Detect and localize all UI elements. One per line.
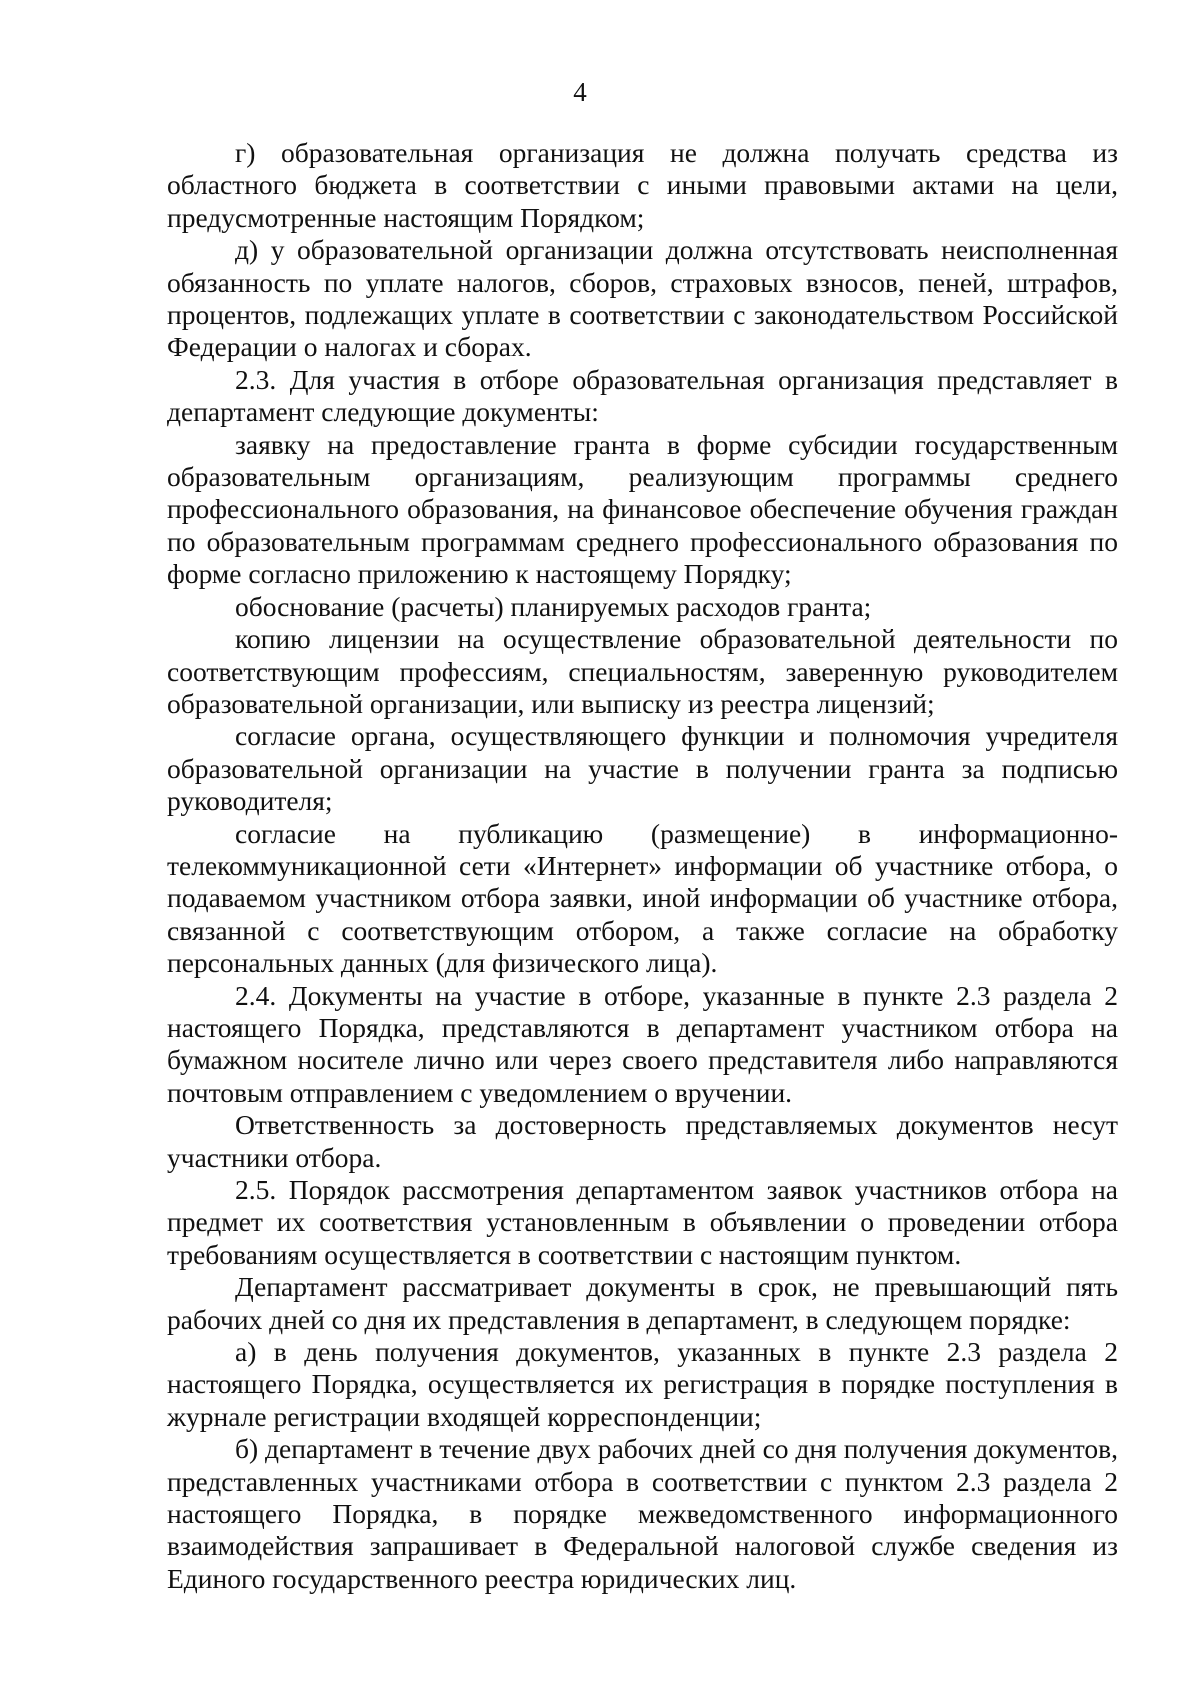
paragraph-review-terms: Департамент рассматривает документы в срок, не превышающий пять рабочих дней со дня их представления в департамент, в следующем порядке: [167, 1271, 1118, 1335]
paragraph-publication-consent-item: согласие на публикацию (размещение) в информационно-телекоммуникационной сети «Интернет» информации об участнике отбора, о подаваемом участником отбора заявки, иной информации об участнике отбора, связанной с соответствующим отбором, а также согласие на обработку персональных данных (для физического лица). [167, 817, 1118, 979]
paragraph-justification-item: обоснование (расчеты) планируемых расходов гранта; [235, 590, 872, 622]
paragraph-clause-2-5: 2.5. Порядок рассмотрения департаментом заявок участников отбора на предмет их соответствия установленным в объявлении о проведении отбора требованиям осуществляется в соответствии с настоящим пунктом. [167, 1174, 1118, 1270]
paragraph-clause-2-3: 2.3. Для участия в отборе образовательная организация представляет в департамент следующие документы: [167, 363, 1118, 428]
page-number: 4 [573, 77, 587, 107]
paragraph-responsibility: Ответственность за достоверность представляемых документов несут участники отбора. [167, 1109, 1118, 1173]
paragraph-subitem-g: г) образовательная организация не должна получать средства из областного бюджета в соответствии с иными правовыми актами на цели, предусмотренные настоящим Порядком; [167, 137, 1118, 233]
paragraph-subitem-a: а) в день получения документов, указанных в пункте 2.3 раздела 2 настоящего Порядка, осуществляется их регистрация в порядке поступления в журнале регистрации входящей корреспонденции; [167, 1336, 1118, 1432]
paragraph-subitem-b: б) департамент в течение двух рабочих дней со дня получения документов, представленных участниками отбора в соответствии с пунктом 2.3 раздела 2 настоящего Порядка, в порядке межведомственного информационного взаимодействия запрашивает в Федеральной налоговой службе сведения из Единого государственного реестра юридических лиц. [167, 1433, 1118, 1594]
document-body [167, 137, 1118, 1595]
paragraph-application-item: заявку на предоставление гранта в форме субсидии государственным образовательным организациям, реализующим программы среднего профессионального образования, на финансовое обеспечение обучения граждан по образовательным программам среднего профессионального образования по форме согласно приложению к настоящему Порядку; [167, 428, 1118, 590]
paragraph-founder-consent-item: согласие органа, осуществляющего функции и полномочия учредителя образовательной организации на участие в получении гранта за подписью руководителя; [167, 720, 1118, 817]
paragraph-clause-2-4: 2.4. Документы на участие в отборе, указанные в пункте 2.3 раздела 2 настоящего Порядка, представляются в департамент участником отбора на бумажном носителе лично или через своего представителя либо направляются почтовым отправлением с уведомлением о вручении. [167, 979, 1118, 1108]
paragraph-license-item: копию лицензии на осуществление образовательной деятельности по соответствующим профессиям, специальностям, заверенную руководителем образовательной организации, или выписку из реестра лицензий; [167, 623, 1118, 719]
paragraph-subitem-d: д) у образовательной организации должна отсутствовать неисполненная обязанность по уплате налогов, сборов, страховых взносов, пеней, штрафов, процентов, подлежащих уплате в соответствии с законодательством Российской Федерации о налогах и сборах. [167, 234, 1118, 363]
